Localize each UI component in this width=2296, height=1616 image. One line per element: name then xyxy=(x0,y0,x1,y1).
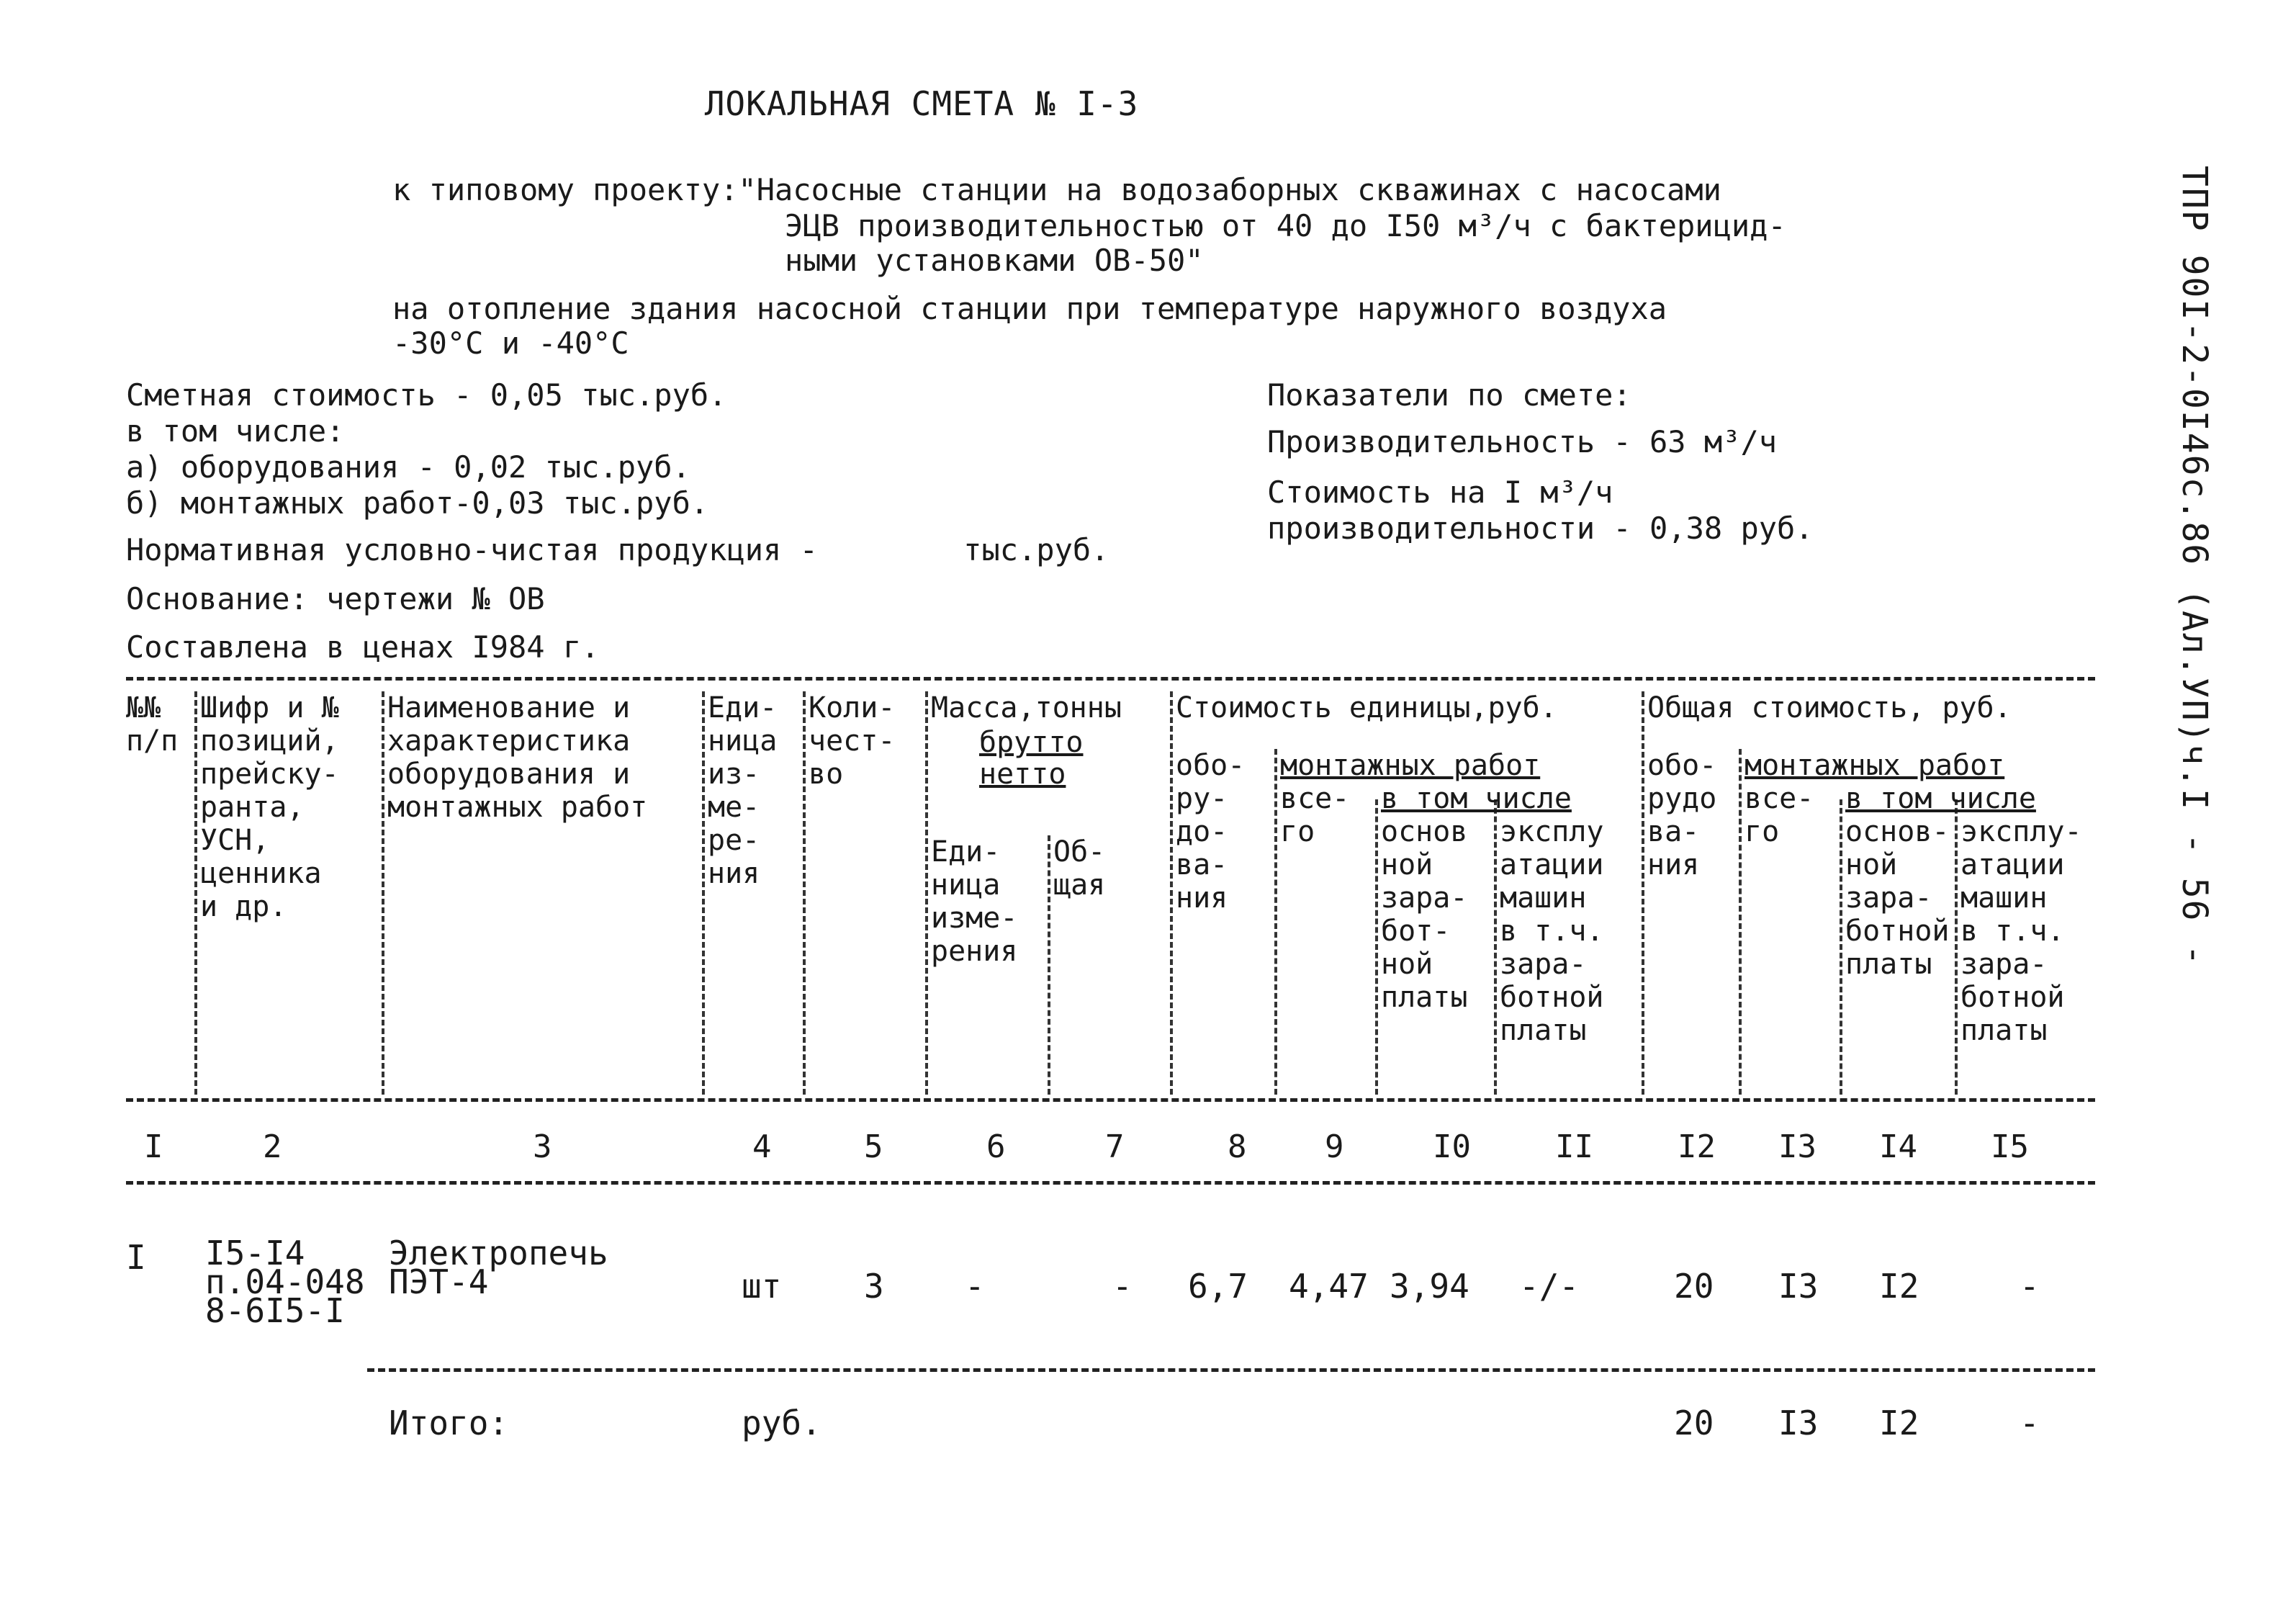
col-number: I3 xyxy=(1778,1128,1816,1165)
col-number: 8 xyxy=(1228,1128,1247,1165)
header-col-3: Наименование и характеристика оборудования и монтажных работ xyxy=(387,691,648,824)
row1-machines: -/- xyxy=(1519,1267,1580,1306)
header-col-2: Шифр и № позиций, прейску- ранта, УСН, ценника и др. xyxy=(200,691,339,923)
price-year: Составлена в ценах I984 г. xyxy=(126,629,600,665)
table-top-rule xyxy=(126,677,2095,681)
header-unit-cost: Стоимость единицы,руб. xyxy=(1176,691,1557,724)
row1-total-machines: - xyxy=(2020,1267,2040,1306)
total-wages: I2 xyxy=(1879,1404,1919,1442)
net-product: Нормативная условно-чистая продукция - тыс.руб. xyxy=(126,532,1109,567)
row1-total-equip: 20 xyxy=(1674,1267,1714,1306)
row1-code: I5-I4 п.04-048 8-6I5-I xyxy=(205,1234,365,1330)
col-number: I xyxy=(144,1128,163,1165)
header-col-15: эксплу- атации машин в т.ч. зара- ботной платы xyxy=(1960,815,2082,1047)
header-brutto: брутто xyxy=(979,726,1084,759)
header-col-8: обо- ру- до- ва- ния xyxy=(1176,749,1246,915)
indicator-capacity: Производительность - 63 м³/ч xyxy=(1267,424,1778,459)
col-sep xyxy=(1739,749,1742,1095)
row1-name: Электропечь ПЭТ-4 xyxy=(389,1234,608,1301)
col-sep xyxy=(1170,691,1173,1095)
col-sep xyxy=(803,691,806,1095)
indicator-unit-cost-1: Стоимость на I м³/ч xyxy=(1267,475,1613,510)
total-machines: - xyxy=(2020,1404,2040,1442)
col-sep xyxy=(1274,749,1277,1095)
indicator-unit-cost-2: производительности - 0,38 руб. xyxy=(1267,511,1814,546)
estimated-cost: Сметная стоимость - 0,05 тыс.руб. xyxy=(126,377,727,413)
header-install: монтажных работ xyxy=(1280,749,1541,782)
col-sep xyxy=(1642,691,1644,1095)
project-line-2: ЭЦВ производительностью от 40 до I50 м³/ч с бактерицид- xyxy=(785,208,1786,243)
header-col-14: основ- ной зара- ботной платы xyxy=(1845,815,1950,981)
project-line-1: к типовому проекту:"Насосные станции на водозаборных скважинах с насосами xyxy=(392,172,1721,207)
heating-line-2: -30°С и -40°С xyxy=(392,326,629,361)
header-col-7: Об- щая xyxy=(1053,835,1106,902)
col-sep xyxy=(1494,799,1497,1095)
col-sep xyxy=(194,691,197,1095)
basis: Основание: чертежи № ОВ xyxy=(126,581,545,616)
col-number: 3 xyxy=(533,1128,552,1165)
header-col-1: №№ п/п xyxy=(126,691,179,758)
row1-number: I xyxy=(126,1238,146,1277)
col-number: 2 xyxy=(263,1128,282,1165)
col-number: 7 xyxy=(1105,1128,1125,1165)
header-netto: нетто xyxy=(979,758,1066,791)
project-line-3: ными установками ОВ-50" xyxy=(785,243,1204,278)
col-sep xyxy=(1840,799,1842,1095)
col-number: 6 xyxy=(986,1128,1006,1165)
header-incl: в том числе xyxy=(1381,782,1572,815)
total-install: I3 xyxy=(1778,1404,1819,1442)
col-sep xyxy=(1048,835,1050,1095)
heating-line-1: на отопление здания насосной станции при температуре наружного воздуха xyxy=(392,291,1667,326)
total-unit: руб. xyxy=(742,1404,821,1442)
header-col-9: все- го xyxy=(1280,782,1350,848)
col-sep xyxy=(925,691,928,1095)
col-sep xyxy=(1375,799,1378,1095)
header-install-2: монтажных работ xyxy=(1744,749,2005,782)
total-equip: 20 xyxy=(1674,1404,1714,1442)
total-top-rule xyxy=(367,1368,2095,1372)
indicators-heading: Показатели по смете: xyxy=(1267,377,1631,413)
cost-including: в том числе: xyxy=(126,413,345,449)
header-col-6: Еди- ница изме- рения xyxy=(931,835,1018,968)
row1-qty: 3 xyxy=(864,1267,884,1306)
header-incl-2: в том числе xyxy=(1845,782,2036,815)
header-col-5: Коли- чест- во xyxy=(809,691,896,791)
document-title: ЛОКАЛЬНАЯ СМЕТА № I-3 xyxy=(704,84,1139,123)
col-number: 4 xyxy=(752,1128,772,1165)
header-col-11: эксплу атации машин в т.ч. зара- ботной платы xyxy=(1500,815,1604,1047)
col-sep xyxy=(382,691,384,1095)
header-total-cost: Общая стоимость, руб. xyxy=(1647,691,2012,724)
header-bottom-rule xyxy=(126,1098,2095,1102)
header-col-13: все- го xyxy=(1744,782,1814,848)
row1-equip: 6,7 xyxy=(1188,1267,1248,1306)
header-col-10: основ ной зара- бот- ной платы xyxy=(1381,815,1468,1014)
row1-unit: шт xyxy=(742,1267,782,1306)
col-number: I4 xyxy=(1879,1128,1917,1165)
col-number: 9 xyxy=(1325,1128,1344,1165)
header-col-12: обо- рудо ва- ния xyxy=(1647,749,1717,881)
row1-wages: 3,94 xyxy=(1390,1267,1469,1306)
header-mass: Масса,тонны xyxy=(931,691,1122,724)
col-number: I5 xyxy=(1991,1128,2029,1165)
cost-equipment: а) оборудования - 0,02 тыс.руб. xyxy=(126,449,690,485)
col-sep xyxy=(702,691,705,1095)
col-sep xyxy=(1955,799,1958,1095)
col-number: I0 xyxy=(1433,1128,1471,1165)
row1-mass-unit: - xyxy=(965,1267,985,1306)
row1-total-install: I3 xyxy=(1778,1267,1819,1306)
total-label: Итого: xyxy=(389,1404,509,1442)
side-document-code: ТПР 90I-2-0I46с.86 (Ал.УП)ч.I - 56 - xyxy=(2174,166,2215,967)
numbers-bottom-rule xyxy=(126,1181,2095,1185)
row1-total-wages: I2 xyxy=(1879,1267,1919,1306)
row1-install-total: 4,47 xyxy=(1289,1267,1369,1306)
header-col-4: Еди- ница из- ме- ре- ния xyxy=(708,691,778,890)
col-number: 5 xyxy=(864,1128,883,1165)
row1-mass-total: - xyxy=(1112,1267,1133,1306)
col-number: I2 xyxy=(1678,1128,1716,1165)
col-number: II xyxy=(1555,1128,1593,1165)
cost-installation: б) монтажных работ-0,03 тыс.руб. xyxy=(126,485,709,521)
